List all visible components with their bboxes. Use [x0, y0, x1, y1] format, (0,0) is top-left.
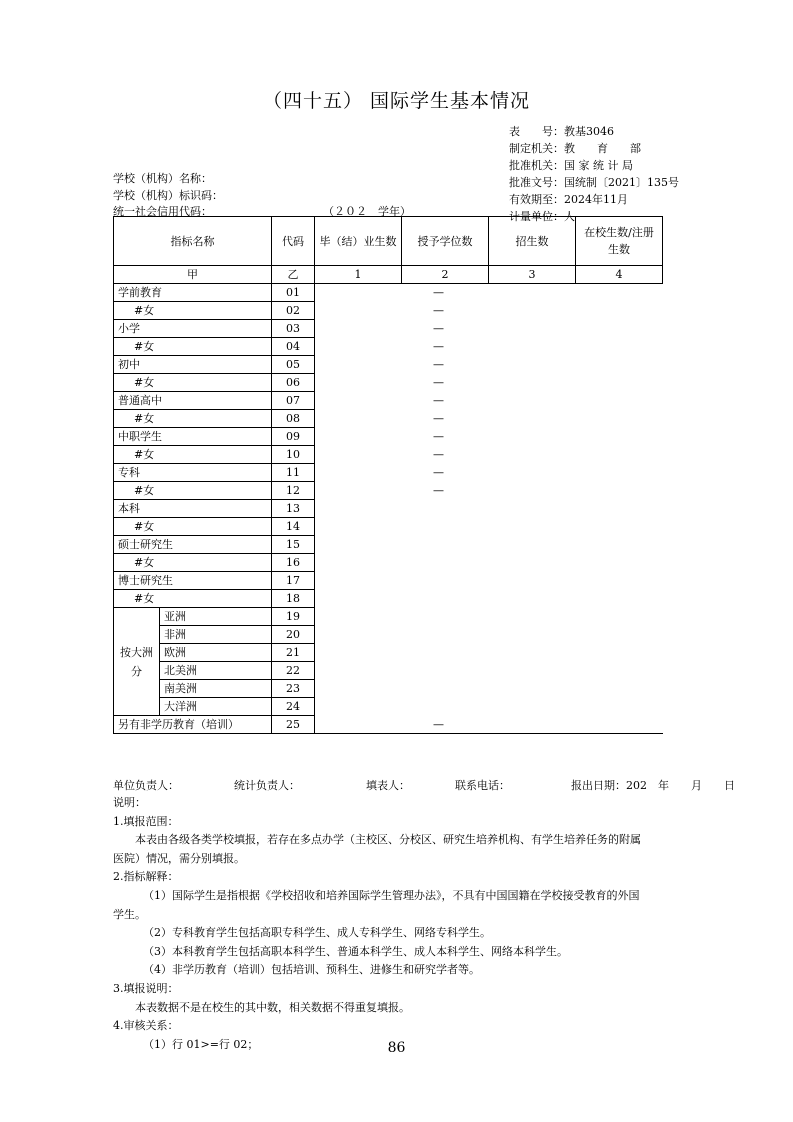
not-applicable-dash: —: [433, 717, 444, 731]
row-code: 08: [272, 410, 315, 428]
not-applicable-dash: —: [433, 466, 444, 479]
row-values-area: [315, 338, 663, 356]
row-label: 另有非学历教育（培训）: [114, 716, 272, 734]
row-label: #女: [114, 410, 272, 428]
table-row: [114, 716, 663, 734]
filler-label: 填表人：: [366, 779, 410, 792]
header-indicator: 指标名称: [114, 217, 272, 266]
row-code: 14: [272, 518, 315, 536]
row-code: 07: [272, 392, 315, 410]
row-code: 17: [272, 572, 315, 590]
row-values-area: [315, 626, 663, 644]
row-label: 硕士研究生: [114, 536, 272, 554]
instruction-line: 本表数据不是在校生的其中数，相关数据不得重复填报。: [135, 1000, 410, 1014]
row-code: 16: [272, 554, 315, 572]
form-meta-line: 计量单位：人: [509, 210, 575, 223]
table-index-row: [114, 266, 663, 284]
continent-label: 非洲: [160, 626, 272, 644]
row-code: 01: [272, 284, 315, 302]
instruction-line: 2.指标解释：: [113, 870, 179, 884]
report-date-label: 报出日期：202 年 月 日: [571, 779, 735, 792]
index-cell: 4: [576, 266, 663, 284]
page-title: （四十五） 国际学生基本情况: [262, 90, 531, 112]
table-row: [114, 374, 663, 392]
row-label: 小学: [114, 320, 272, 338]
not-applicable-dash: —: [433, 376, 444, 389]
row-code: 02: [272, 302, 315, 320]
row-label: #女: [114, 302, 272, 320]
unit-head-label: 单位负责人：: [113, 779, 179, 792]
row-values-area: [315, 428, 663, 446]
table-row: [114, 644, 663, 662]
table-row: [114, 698, 663, 716]
row-values-area: [315, 680, 663, 698]
form-meta-line: 制定机关：教 育 部: [509, 142, 641, 155]
continent-label: 大洋洲: [160, 698, 272, 716]
row-values-area: [315, 410, 663, 428]
row-label: 中职学生: [114, 428, 272, 446]
continent-label: 欧洲: [160, 644, 272, 662]
row-values-area: [315, 284, 663, 302]
row-values-area: [315, 590, 663, 608]
instruction-line: （3）本科教育学生包括高职本科学生、普通本科学生、成人本科学生、网络本科学生。: [143, 944, 568, 958]
not-applicable-dash: —: [433, 358, 444, 371]
row-code: 10: [272, 446, 315, 464]
row-label: #女: [114, 446, 272, 464]
row-code: 24: [272, 698, 315, 716]
table-row: [114, 626, 663, 644]
row-label: #女: [114, 554, 272, 572]
form-meta-line: 表 号：教基3046: [509, 125, 614, 138]
table-row: [114, 464, 663, 482]
row-values-area: [315, 320, 663, 338]
not-applicable-dash: —: [433, 394, 444, 407]
table-row: [114, 392, 663, 410]
index-cell: 乙: [272, 266, 315, 284]
row-code: 23: [272, 680, 315, 698]
row-values-area: [315, 662, 663, 680]
header-graduates: 毕（结）业生数: [315, 217, 402, 266]
instruction-line: （1）行 01>=行 02；: [143, 1037, 259, 1051]
not-applicable-dash: —: [433, 484, 444, 497]
instruction-line: （1）国际学生是指根据《学校招收和培养国际学生管理办法》，不具有中国国籍在学校接受教育的外国: [143, 888, 640, 902]
table-row: [114, 500, 663, 518]
table-row: [114, 320, 663, 338]
row-values-area: [315, 716, 663, 734]
index-cell: 3: [489, 266, 576, 284]
row-values-area: [315, 518, 663, 536]
form-meta-line: 批准机关：国 家 统 计 局: [509, 159, 633, 172]
table-row: [114, 338, 663, 356]
instruction-line: （2）专科教育学生包括高职专科学生、成人专科学生、网络专科学生。: [143, 926, 491, 940]
row-code: 12: [272, 482, 315, 500]
continent-label: 亚洲: [160, 608, 272, 626]
header-registered: 在校生数/注册生数: [576, 217, 663, 266]
table-header-row: [114, 217, 663, 266]
row-code: 11: [272, 464, 315, 482]
row-label: #女: [114, 374, 272, 392]
row-label: 学前教育: [114, 284, 272, 302]
row-code: 03: [272, 320, 315, 338]
table-row: [114, 662, 663, 680]
row-label: #女: [114, 338, 272, 356]
instructions: [113, 794, 733, 1054]
not-applicable-dash: —: [433, 322, 444, 335]
row-label: 博士研究生: [114, 572, 272, 590]
table-row: [114, 446, 663, 464]
instruction-line: （4）非学历教育（培训）包括培训、预科生、进修生和研究学者等。: [143, 963, 480, 977]
row-values-area: [315, 500, 663, 518]
row-label: #女: [114, 482, 272, 500]
row-code: 19: [272, 608, 315, 626]
row-code: 06: [272, 374, 315, 392]
school-info-label: 学校（机构）标识码：: [113, 188, 223, 202]
row-values-area: [315, 392, 663, 410]
instruction-line: 4.审核关系：: [113, 1019, 179, 1033]
not-applicable-dash: —: [433, 430, 444, 443]
instruction-line: 3.填报说明：: [113, 981, 179, 995]
table-row: [114, 302, 663, 320]
row-code: 21: [272, 644, 315, 662]
not-applicable-dash: —: [433, 412, 444, 425]
continent-group-label: [114, 608, 160, 716]
phone-label: 联系电话：: [455, 779, 510, 792]
table-row: [114, 284, 663, 302]
stat-head-label: 统计负责人：: [234, 779, 300, 792]
page-number: 86: [387, 1040, 406, 1056]
header-degrees: 授予学位数: [402, 217, 489, 266]
table-row: [114, 572, 663, 590]
table-row: [114, 554, 663, 572]
header-rule: [113, 216, 662, 217]
form-meta-line: 有效期至：2024年11月: [509, 193, 628, 206]
table-row: [114, 608, 663, 626]
index-cell: 甲: [114, 266, 272, 284]
school-info-label: 学校（机构）名称：: [113, 172, 212, 185]
row-label: 初中: [114, 356, 272, 374]
index-cell: 2: [402, 266, 489, 284]
not-applicable-dash: —: [433, 286, 444, 300]
row-values-area: [315, 644, 663, 662]
row-values-area: [315, 608, 663, 626]
row-values-area: [315, 464, 663, 482]
row-code: 15: [272, 536, 315, 554]
header-code: 代码: [272, 217, 315, 266]
form-meta-line: 批准文号：国统制〔2021〕135号: [509, 176, 679, 189]
header-enrollment: 招生数: [489, 217, 576, 266]
row-code: 13: [272, 500, 315, 518]
index-cell: 1: [315, 266, 402, 284]
instruction-line: 1.填报范围：: [113, 814, 179, 828]
row-values-area: [315, 698, 663, 716]
row-code: 20: [272, 626, 315, 644]
international-students-table: [113, 216, 663, 734]
table-row: [114, 428, 663, 446]
table-row: [114, 410, 663, 428]
row-values-area: [315, 446, 663, 464]
not-applicable-dash: —: [433, 304, 444, 317]
row-code: 18: [272, 590, 315, 608]
row-values-area: [315, 554, 663, 572]
table-row: [114, 518, 663, 536]
row-code: 09: [272, 428, 315, 446]
instruction-line: 说明：: [113, 796, 146, 809]
table-row: [114, 482, 663, 500]
continent-label: 北美洲: [160, 662, 272, 680]
row-values-area: [315, 356, 663, 374]
table-row: [114, 590, 663, 608]
continent-group-text: 按大洲分: [120, 645, 153, 678]
table-row: [114, 536, 663, 554]
instruction-line: 医院）情况，需分别填报。: [113, 851, 245, 865]
table-row: [114, 680, 663, 698]
not-applicable-dash: —: [433, 340, 444, 353]
instruction-line: 学生。: [113, 907, 146, 921]
academic-year-label: （２０２ 学年）: [323, 205, 411, 218]
row-values-area: [315, 374, 663, 392]
continent-label: 南美洲: [160, 680, 272, 698]
row-code: 25: [272, 716, 315, 734]
instruction-line: 本表由各级各类学校填报，若存在多点办学（主校区、分校区、研究生培养机构、有学生培养任务的附属: [135, 833, 641, 847]
row-code: 22: [272, 662, 315, 680]
row-values-area: [315, 572, 663, 590]
row-code: 04: [272, 338, 315, 356]
row-label: 本科: [114, 500, 272, 518]
row-values-area: [315, 482, 663, 500]
row-label: 普通高中: [114, 392, 272, 410]
table-row: [114, 356, 663, 374]
row-label: 专科: [114, 464, 272, 482]
row-code: 05: [272, 356, 315, 374]
row-values-area: [315, 302, 663, 320]
row-label: #女: [114, 518, 272, 536]
school-info-label: 统一社会信用代码：: [113, 205, 212, 218]
not-applicable-dash: —: [433, 448, 444, 461]
row-label: #女: [114, 590, 272, 608]
row-values-area: [315, 536, 663, 554]
